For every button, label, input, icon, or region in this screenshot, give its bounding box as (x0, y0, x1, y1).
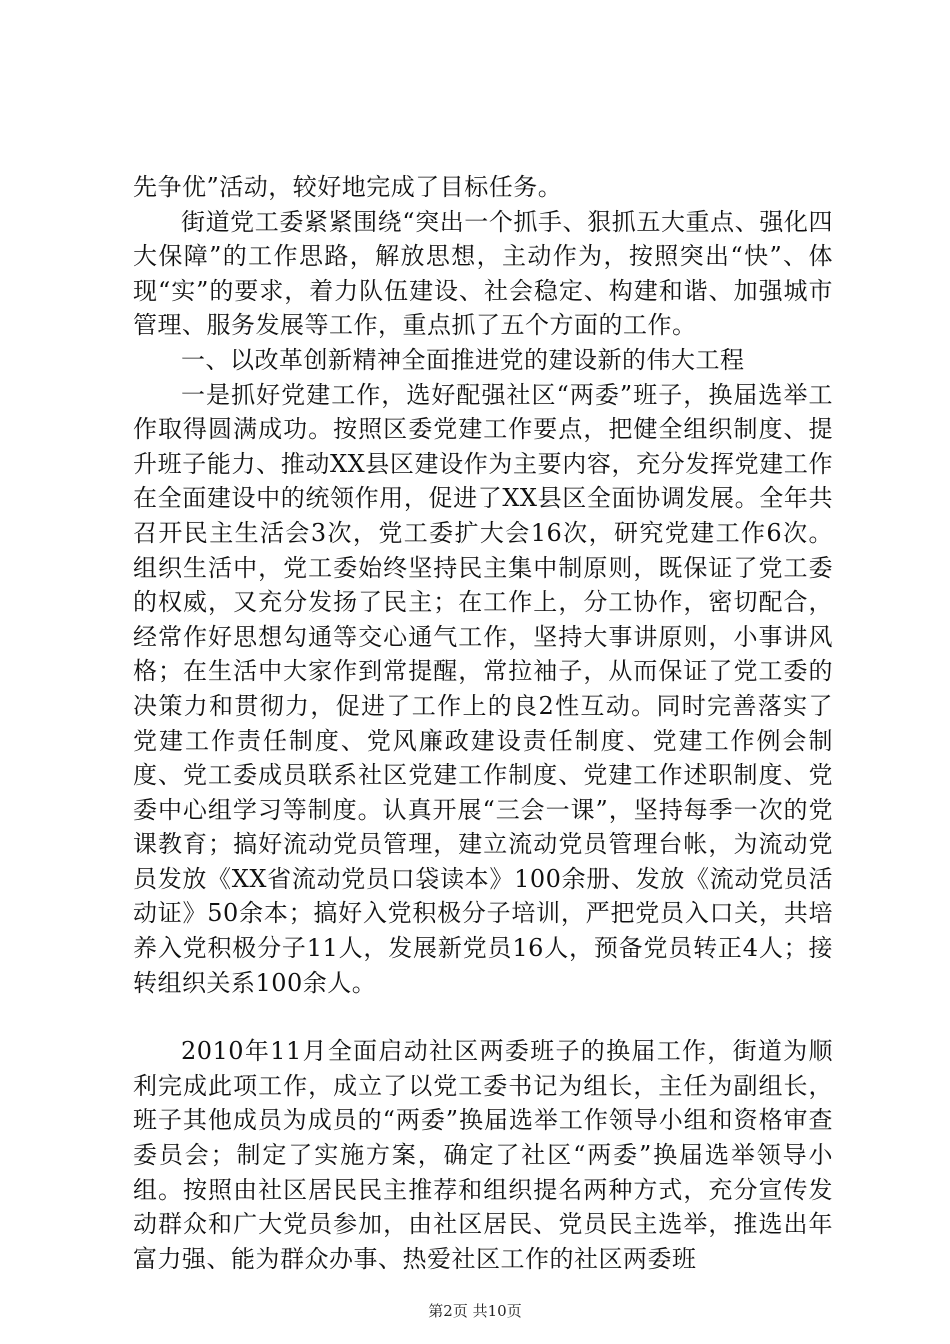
page-footer: 第2页 共10页 (428, 1302, 522, 1320)
paragraph-party-building: 一是抓好党建工作，选好配强社区“两委”班子，换届选举工作取得圆满成功。按照区委党建工作要点，把健全组织制度、提升班子能力、推动XX县区建设作为主要内容，充分发挥党建工作在全面建设中的统领作用，促进了XX县区全面协调发展。全年共召开民主生活会3次，党工委扩大会16次，研究党建工作6次。组织生活中，党工委始终坚持民主集中制原则，既保证了党工委的权威，又充分发扬了民主；在工作上，分工协作，密切配合，经常作好思想勾通等交心通气工作，坚持大事讲原则，小事讲风格；在生活中大家作到常提醒，常拉袖子，从而保证了党工委的决策力和贯彻力，促进了工作上的良2性互动。同时完善落实了党建工作责任制度、党风廉政建设责任制度、党建工作例会制度、党工委成员联系社区党建工作制度、党建工作述职制度、党委中心组学习等制度。认真开展“三会一课”，坚持每季一次的党课教育；搞好流动党员管理，建立流动党员管理台帐，为流动党员发放《XX省流动党员口袋读本》100余册、发放《流动党员活动证》50余本；搞好入党积极分子培训，严把党员入口关，共培养入党积极分子11人，发展新党员16人，预备党员转正4人；接转组织关系100余人。 (133, 380, 833, 997)
paragraph-work-overview: 街道党工委紧紧围绕“突出一个抓手、狠抓五大重点、强化四大保障”的工作思路，解放思想，主动作为，按照突出“快”、体现“实”的要求，着力队伍建设、社会稳定、构建和谐、加强城市管理、服务发展等工作，重点抓了五个方面的工作。 (133, 207, 833, 340)
paragraph-election: 2010年11月全面启动社区两委班子的换届工作，街道为顺利完成此项工作，成立了以党工委书记为组长，主任为副组长，班子其他成员为成员的“两委”换届选举工作领导小组和资格审查委员会；制定了实施方案，确定了社区“两委”换届选举领导小组。按照由社区居民民主推荐和组织提名两种方式，充分宣传发动群众和广大党员参加，由社区居民、党员民主选举，推选出年富力强、能为群众办事、热爱社区工作的社区两委班 (133, 1037, 833, 1273)
paragraph-continuation: 先争优”活动，较好地完成了目标任务。 (133, 173, 563, 201)
section-heading: 一、以改革创新精神全面推进党的建设新的伟大工程 (181, 345, 745, 374)
paragraph-spacer (133, 1000, 833, 1034)
document-body (133, 170, 833, 1276)
